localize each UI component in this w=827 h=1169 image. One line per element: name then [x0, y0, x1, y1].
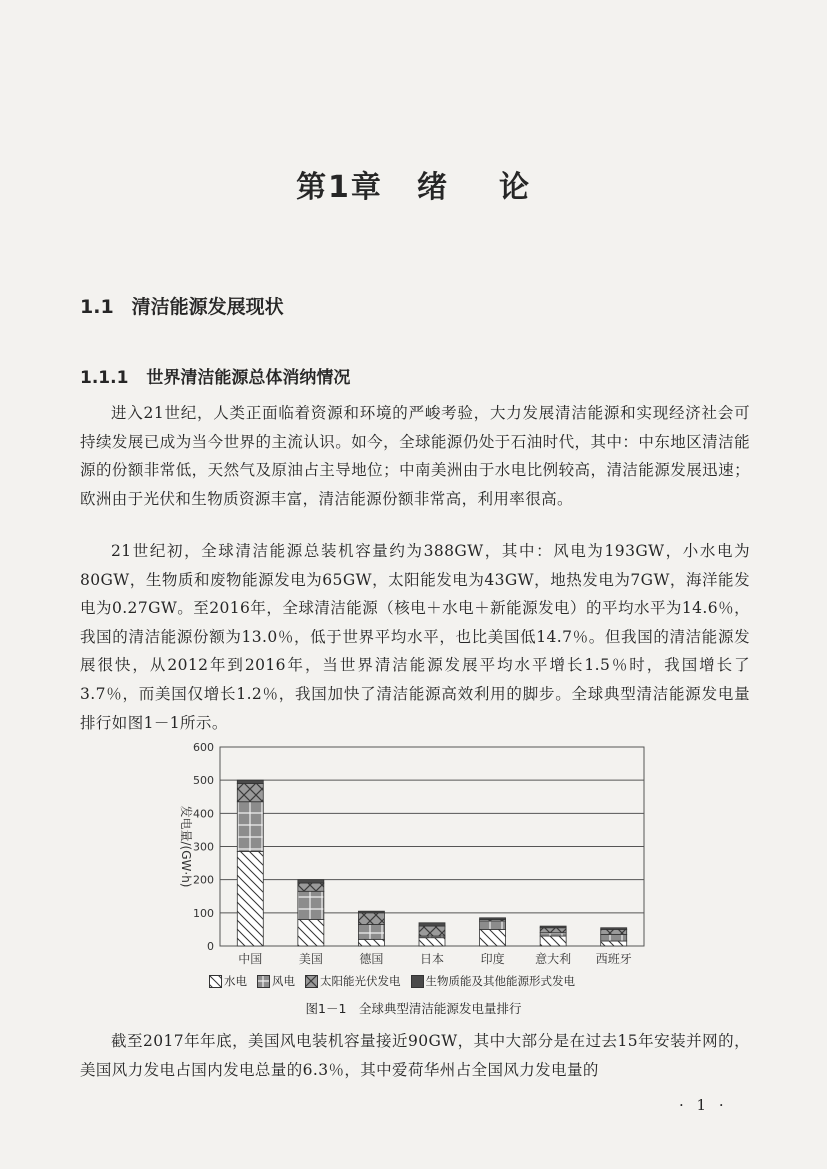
- bar-segment: [358, 911, 384, 913]
- bar-segment: [237, 780, 263, 783]
- subsection-title: 世界清洁能源总体消纳情况: [146, 368, 351, 388]
- subsection-heading: [80, 363, 350, 388]
- legend-item-biomass: [411, 973, 576, 989]
- paragraph-3: 截至2017年年底，美国风电装机容量接近90GW，其中大部分是在过去15年安装并网的，美国风力发电占国内发电总量的6.3％，其中爱荷华州占全国风力发电量的: [80, 1032, 750, 1079]
- bar-segment: [480, 921, 506, 929]
- bar-segment: [237, 802, 263, 852]
- figure-caption: 图1－1 全球典型清洁能源发电量排行: [305, 1001, 522, 1016]
- legend-swatch-wind: [257, 975, 270, 988]
- paragraph-2: 21世纪初，全球清洁能源总装机容量约为388GW，其中：风电为193GW，小水电为80GW，生物质和废物能源发电为65GW，太阳能发电为43GW，地热发电为7GW，海洋能发电为0.27GW。至2016年，全球清洁能源（核电＋水电＋新能源发电）的平均水平为14.6％，我国的清洁能源份额为13.0％，低于世界平均水平，也比美国低14.7％。但我国的清洁能源发展很快，从2012年到2016年，当世界清洁能源发展平均水平增长1.5％时，我国增长了3.7％，而美国仅增长1.2％，我国加快了清洁能源高效利用的脚步。全球典型清洁能源发电量排行如图1－1所示。: [80, 542, 750, 732]
- legend-item-hydro: [209, 973, 247, 989]
- clean-energy-chart: [160, 735, 660, 970]
- legend-label-wind: 风电: [272, 974, 295, 988]
- bar-segment: [298, 891, 324, 919]
- legend-swatch-hydro: [209, 975, 222, 988]
- bar-segment: [419, 926, 445, 936]
- bar-segment: [601, 934, 627, 941]
- section-heading: [80, 292, 284, 319]
- section-number: 1.1: [80, 296, 114, 318]
- section-title: 清洁能源发展现状: [131, 296, 284, 318]
- bar-segment: [601, 929, 627, 934]
- bar-segment: [480, 918, 506, 920]
- y-axis-label: 发电量/(GW·h): [179, 805, 193, 888]
- bar-segment: [298, 883, 324, 891]
- y-tick-label: 200: [193, 873, 214, 887]
- y-tick-label: 0: [207, 940, 214, 953]
- x-tick-label: 德国: [359, 952, 384, 966]
- x-tick-label: 西班牙: [595, 952, 632, 966]
- bar-segment: [540, 936, 566, 946]
- chapter-title-char-2: 论: [498, 170, 531, 205]
- paragraph-1: 进入21世纪，人类正面临着资源和环境的严峻考验，大力发展清洁能源和实现经济社会可持续发展已成为当今世界的主流认识。如今，全球能源仍处于石油时代，其中：中东地区清洁能源的份额非常低，天然气及原油占主导地位；中南美洲由于水电比例较高，清洁能源发展迅速；欧洲由于光伏和生物质资源丰富，清洁能源份额非常高，利用率很高。: [80, 404, 750, 508]
- x-tick-label: 意大利: [535, 952, 572, 966]
- bar-segment: [298, 919, 324, 946]
- bar-segment: [419, 938, 445, 946]
- bar-segment: [540, 933, 566, 936]
- bar-segment: [540, 928, 566, 933]
- bar-segment: [601, 941, 627, 946]
- x-tick-label: 日本: [419, 952, 445, 966]
- bar-segment: [419, 923, 445, 926]
- x-tick-label: 美国: [298, 952, 323, 966]
- bar-segment: [237, 783, 263, 801]
- bar-segment: [298, 880, 324, 883]
- legend-label-hydro: 水电: [224, 974, 247, 988]
- y-tick-label: 500: [193, 774, 214, 788]
- legend-item-wind: [257, 973, 295, 989]
- bar-segment: [540, 926, 566, 928]
- bar-segment: [358, 924, 384, 939]
- chapter-title: [0, 162, 827, 206]
- x-tick-label: 中国: [238, 952, 263, 966]
- legend-swatch-solar: [305, 975, 318, 988]
- x-tick-label: 印度: [480, 952, 505, 966]
- chapter-number: 第1章: [296, 170, 383, 205]
- bar-segment: [601, 928, 627, 930]
- y-tick-label: 300: [193, 840, 214, 854]
- y-tick-label: 600: [193, 741, 214, 754]
- chapter-title-char-1: 绪: [416, 170, 449, 205]
- legend-swatch-biomass: [411, 975, 424, 988]
- legend-label-solar: 太阳能光伏发电: [320, 974, 401, 988]
- y-tick-label: 100: [193, 906, 214, 920]
- legend-label-biomass: 生物质能及其他能源形式发电: [425, 974, 575, 988]
- subsection-number: 1.1.1: [80, 368, 129, 388]
- chart-legend: [209, 973, 575, 989]
- bar-segment: [237, 851, 263, 946]
- bar-segment: [358, 939, 384, 946]
- bar-segment: [358, 913, 384, 925]
- page-number: · 1 ·: [679, 1096, 728, 1114]
- legend-item-solar: [305, 973, 401, 989]
- bar-segment: [480, 929, 506, 946]
- y-tick-label: 400: [193, 807, 214, 821]
